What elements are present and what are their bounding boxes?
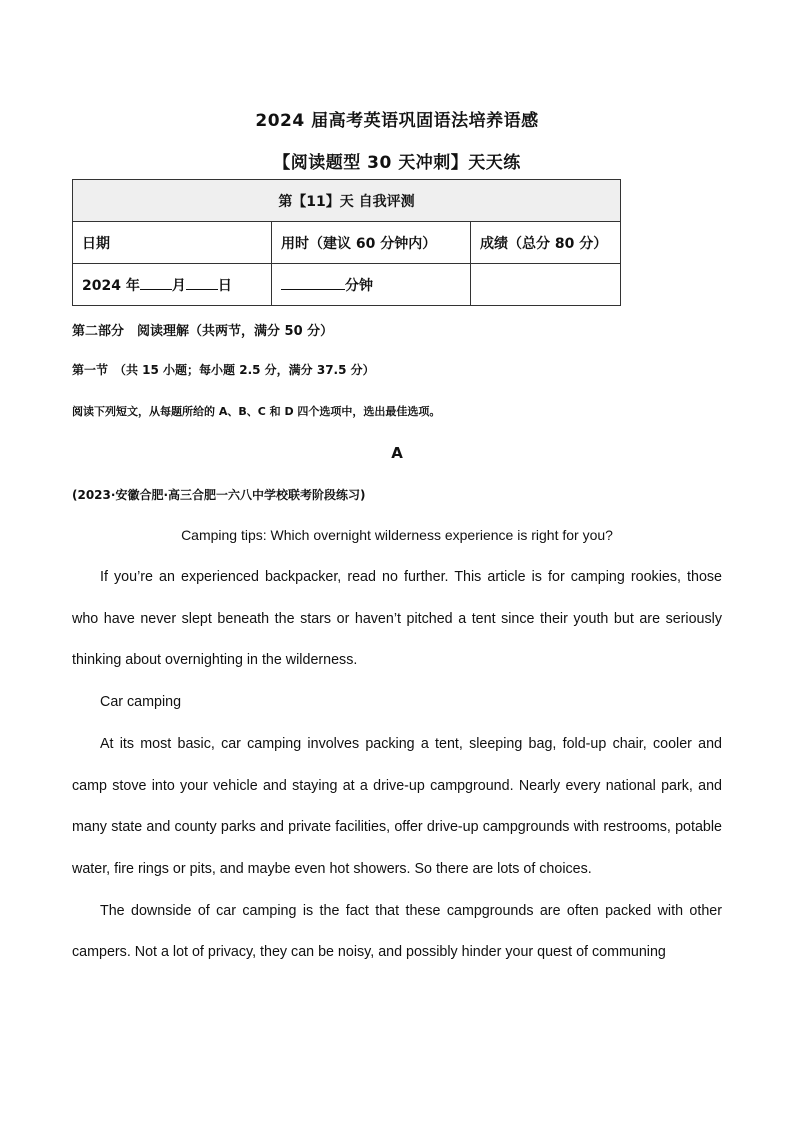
- minutes-unit: 分钟: [345, 277, 373, 294]
- document-title: 2024 届高考英语巩固语法培养语感: [255, 111, 539, 131]
- month-blank[interactable]: [140, 277, 172, 290]
- score-label: 成绩（总分 80 分）: [471, 222, 621, 264]
- day-blank[interactable]: [186, 277, 218, 290]
- score-entry-cell[interactable]: [471, 264, 621, 306]
- table-heading: 第【11】天 自我评测: [73, 180, 621, 222]
- paragraph: At its most basic, car camping involves packing a tent, sleeping bag, fold-up chair, cooler and camp stove into your vehicle and staying at a drive-up campground. Nearly every national park, and many state and county parks and private facilities, offer drive-up campgrounds with restrooms, potable water, fire rings or pits, and maybe even hot showers. So there are lots of choices.: [72, 735, 722, 877]
- part-heading: 第二部分 阅读理解（共两节，满分 50 分）: [72, 324, 334, 339]
- year-text: 2024 年: [82, 277, 140, 294]
- month-text: 月: [171, 277, 186, 294]
- time-entry-cell: [272, 264, 471, 306]
- instruction-text: 阅读下列短文，从每题所给的 A、B、C 和 D 四个选项中，选出最佳选项。: [72, 405, 441, 418]
- paragraph: The downside of car camping is the fact that these campgrounds are often packed with other campers. Not a lot of privacy, they can be noisy, and possibly hinder your quest of communing: [72, 902, 722, 961]
- subheading-car-camping: Car camping: [100, 694, 182, 711]
- passage-letter: A: [391, 444, 403, 462]
- day-text: 日: [217, 277, 232, 294]
- table-entry-row: [73, 264, 621, 306]
- source-note: (2023·安徽合肥·高三合肥一六八中学校联考阶段练习): [72, 488, 366, 502]
- passage-title: Camping tips: Which overnight wilderness experience is right for you?: [181, 527, 613, 543]
- passage-body: [72, 557, 722, 974]
- section-heading: 第一节 （共 15 小题；每小题 2.5 分，满分 37.5 分）: [72, 363, 375, 377]
- paragraph: If you’re an experienced backpacker, read no further. This article is for camping rookies, those who have never slept beneath the stars or haven’t pitched a tent since their youth but are seriously thinking about overnighting in the wilderness.: [72, 569, 722, 669]
- self-assessment-table: [72, 179, 621, 306]
- table-label-row: [73, 222, 621, 264]
- time-label: 用时（建议 60 分钟内）: [272, 222, 471, 264]
- document-subtitle: 【阅读题型 30 天冲刺】天天练: [273, 153, 521, 173]
- date-entry-cell: [73, 264, 272, 306]
- date-label: 日期: [73, 222, 272, 264]
- table-header-row: [73, 180, 621, 222]
- minutes-blank[interactable]: [281, 277, 345, 290]
